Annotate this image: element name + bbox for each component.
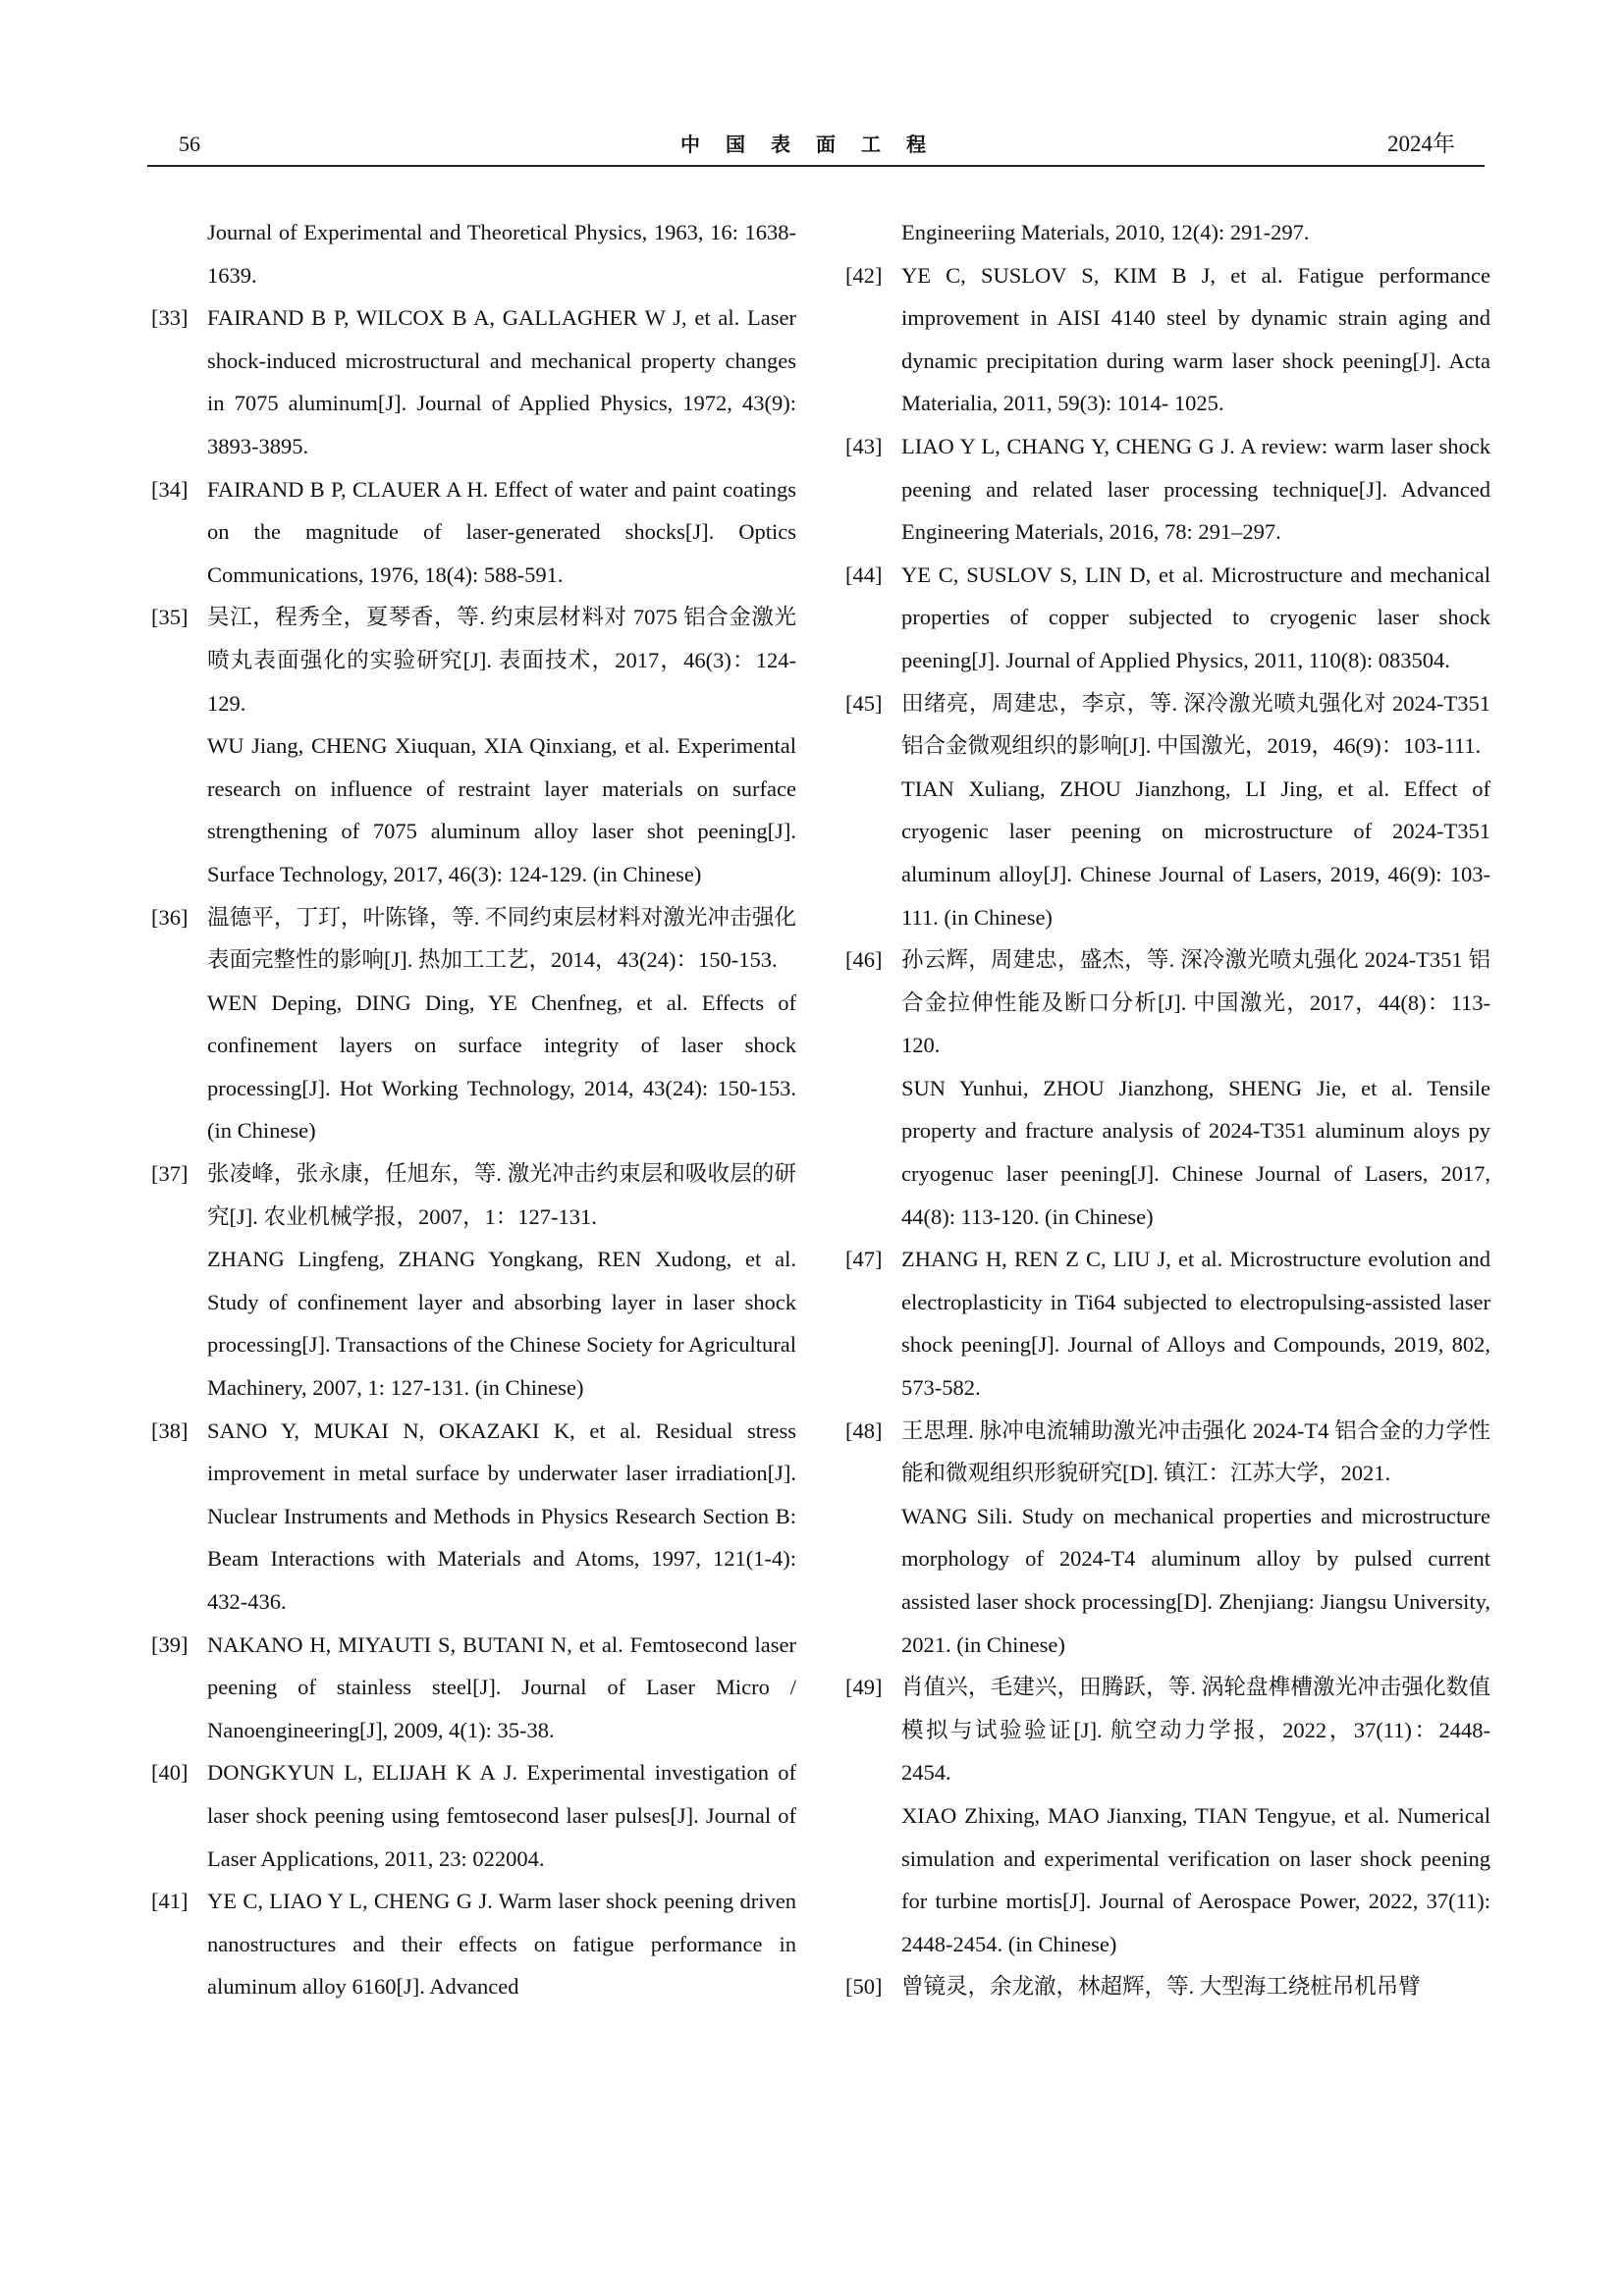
- reference-number: [33]: [151, 305, 189, 331]
- right-column: [845, 211, 1490, 2008]
- reference-number: [45]: [845, 690, 883, 716]
- publication-year: 2024年: [1387, 132, 1455, 156]
- reference-item: [151, 296, 796, 467]
- reference-number: [44]: [845, 561, 883, 587]
- reference-item: [151, 468, 796, 597]
- reference-item: [151, 596, 796, 895]
- reference-number: [41]: [151, 1889, 189, 1914]
- reference-item: [845, 425, 1490, 554]
- page-number: 56: [179, 132, 200, 156]
- reference-number: [36]: [151, 904, 189, 930]
- reference-continuation: Engineeriing Materials, 2010, 12(4): 291-297.: [901, 220, 1310, 244]
- reference-translation: XIAO Zhixing, MAO Jianxing, TIAN Tengyue, et al. Numerical simulation and experimental verification on laser shock peening for turbine mortis[J]. Journal of Aerospace Power, 2022, 37(11): 2448-2454. (in Chinese): [901, 1802, 1490, 1956]
- reference-text: SANO Y, MUKAI N, OKAZAKI K, et al. Residual stress improvement in metal surface by underwater laser irradiation[J]. Nuclear Instruments and Methods in Physics Research Section B: Beam Interactions with Materials and Atoms, 1997, 121(1-4): 432-436.: [207, 1417, 796, 1614]
- reference-item: [151, 1751, 796, 1880]
- reference-text: FAIRAND B P, CLAUER A H. Effect of water and paint coatings on the magnitude of laser-generated shocks[J]. Optics Communications, 1976, 18(4): 588-591.: [207, 476, 796, 587]
- journal-title: 中国表面工程: [680, 133, 951, 156]
- reference-number: [46]: [845, 947, 883, 973]
- reference-continuation: Journal of Experimental and Theoretical Physics, 1963, 16: 1638-1639.: [207, 220, 796, 288]
- reference-translation: TIAN Xuliang, ZHOU Jianzhong, LI Jing, et al. Effect of cryogenic laser peening on microstructure of 2024-T351 aluminum alloy[J]. Chinese Journal of Lasers, 2019, 46(9): 103-111. (in Chinese): [901, 775, 1490, 930]
- reference-number: [49]: [845, 1675, 883, 1700]
- page-header: [147, 130, 1485, 167]
- reference-number: [48]: [845, 1417, 883, 1443]
- reference-item: [845, 1410, 1490, 1667]
- reference-translation: WANG Sili. Study on mechanical properties and microstructure morphology of 2024-T4 aluminum alloy by pulsed current assisted laser shock processing[D]. Zhenjiang: Jiangsu University, 2021. (in Chinese): [901, 1503, 1490, 1657]
- reference-item: [845, 1965, 1490, 2008]
- reference-translation: WU Jiang, CHENG Xiuquan, XIA Qinxiang, et al. Experimental research on influence of restraint layer materials on surface strengthening of 7075 aluminum alloy laser shot peening[J]. Surface Technology, 2017, 46(3): 124-129. (in Chinese): [207, 733, 796, 886]
- reference-text: 吴江，程秀全，夏琴香，等. 约束层材料对 7075 铝合金激光喷丸表面强化的实验研究[J]. 表面技术，2017，46(3)：124-129.: [207, 605, 796, 716]
- reference-text: ZHANG H, REN Z C, LIU J, et al. Microstructure evolution and electroplasticity in Ti64 subjected to electropulsing-assisted laser shock peening[J]. Journal of Alloys and Compounds, 2019, 802, 573-582.: [901, 1247, 1490, 1401]
- reference-translation: WEN Deping, DING Ding, YE Chenfneg, et al. Effects of confinement layers on surface integrity of laser shock processing[J]. Hot Working Technology, 2014, 43(24): 150-153. (in Chinese): [207, 989, 796, 1144]
- reference-text: 肖值兴，毛建兴，田腾跃，等. 涡轮盘榫槽激光冲击强化数值模拟与试验验证[J]. 航空动力学报，2022，37(11)：2448-2454.: [901, 1675, 1490, 1786]
- reference-item: [845, 682, 1490, 939]
- reference-text: 张凌峰，张永康，任旭东，等. 激光冲击约束层和吸收层的研究[J]. 农业机械学报，2007，1：127-131.: [207, 1161, 796, 1229]
- reference-text: YE C, LIAO Y L, CHENG G J. Warm laser shock peening driven nanostructures and their effects on fatigue performance in aluminum alloy 6160[J]. Advanced: [207, 1889, 796, 2000]
- reference-number: [50]: [845, 1974, 883, 2000]
- reference-number: [37]: [151, 1161, 189, 1187]
- reference-number: [39]: [151, 1631, 189, 1657]
- reference-item: [151, 1880, 796, 2008]
- reference-text: 孙云辉，周建忠，盛杰，等. 深冷激光喷丸强化 2024-T351 铝合金拉伸性能及断口分析[J]. 中国激光，2017，44(8)：113-120.: [901, 947, 1490, 1058]
- reference-translation: SUN Yunhui, ZHOU Jianzhong, SHENG Jie, et al. Tensile property and fracture analysis of 2024-T351 aluminum aloys py cryogenuc laser peening[J]. Chinese Journal of Lasers, 2017, 44(8): 113-120. (in Chinese): [901, 1075, 1490, 1229]
- reference-number: [42]: [845, 262, 883, 288]
- reference-number: [34]: [151, 476, 189, 502]
- reference-text: NAKANO H, MIYAUTI S, BUTANI N, et al. Femtosecond laser peening of stainless steel[J]. Journal of Laser Micro / Nanoengineering[J], 2009, 4(1): 35-38.: [207, 1631, 796, 1742]
- reference-text: LIAO Y L, CHANG Y, CHENG G J. A review: warm laser shock peening and related laser processing technique[J]. Advanced Engineering Materials, 2016, 78: 291–297.: [901, 433, 1490, 545]
- reference-text: DONGKYUN L, ELIJAH K A J. Experimental investigation of laser shock peening using femtosecond laser pulses[J]. Journal of Laser Applications, 2011, 23: 022004.: [207, 1760, 796, 1871]
- reference-text: 温德平，丁玎，叶陈锋，等. 不同约束层材料对激光冲击强化表面完整性的影响[J]. 热加工工艺，2014，43(24)：150-153.: [207, 904, 796, 973]
- reference-item: [151, 1624, 796, 1752]
- reference-item: [845, 1238, 1490, 1409]
- reference-number: [43]: [845, 433, 883, 458]
- reference-text: 曾镜灵，余龙澈，林超辉，等. 大型海工绕桩吊机吊臂: [901, 1974, 1421, 2000]
- reference-text: YE C, SUSLOV S, KIM B J, et al. Fatigue performance improvement in AISI 4140 steel by dynamic strain aging and dynamic precipitation during warm laser shock peening[J]. Acta Materialia, 2011, 59(3): 1014- 1025.: [901, 262, 1490, 416]
- reference-number: [40]: [151, 1760, 189, 1786]
- left-column: [151, 211, 796, 2008]
- reference-number: [38]: [151, 1417, 189, 1443]
- reference-item: [845, 1666, 1490, 1965]
- reference-item: [151, 1410, 796, 1624]
- reference-text: YE C, SUSLOV S, LIN D, et al. Microstructure and mechanical properties of copper subjected to cryogenic laser shock peening[J]. Journal of Applied Physics, 2011, 110(8): 083504.: [901, 561, 1490, 672]
- reference-text: FAIRAND B P, WILCOX B A, GALLAGHER W J, et al. Laser shock-induced microstructural and mechanical property changes in 7075 aluminum[J]. Journal of Applied Physics, 1972, 43(9): 3893-3895.: [207, 305, 796, 458]
- reference-item: [845, 938, 1490, 1238]
- reference-number: [35]: [151, 605, 189, 630]
- reference-item: [151, 896, 796, 1153]
- reference-item: [151, 1152, 796, 1410]
- reference-item: [845, 254, 1490, 425]
- reference-translation: ZHANG Lingfeng, ZHANG Yongkang, REN Xudong, et al. Study of confinement layer and absorbing layer in laser shock processing[J]. Transactions of the Chinese Society for Agricultural Machinery, 2007, 1: 127-131. (in Chinese): [207, 1247, 796, 1401]
- reference-item: [845, 554, 1490, 682]
- reference-text: 王思理. 脉冲电流辅助激光冲击强化 2024-T4 铝合金的力学性能和微观组织形貌研究[D]. 镇江：江苏大学，2021.: [901, 1417, 1490, 1486]
- reference-text: 田绪亮，周建忠，李京，等. 深冷激光喷丸强化对 2024-T351 铝合金微观组织的影响[J]. 中国激光，2019，46(9)：103-111.: [901, 690, 1490, 759]
- reference-number: [47]: [845, 1247, 883, 1272]
